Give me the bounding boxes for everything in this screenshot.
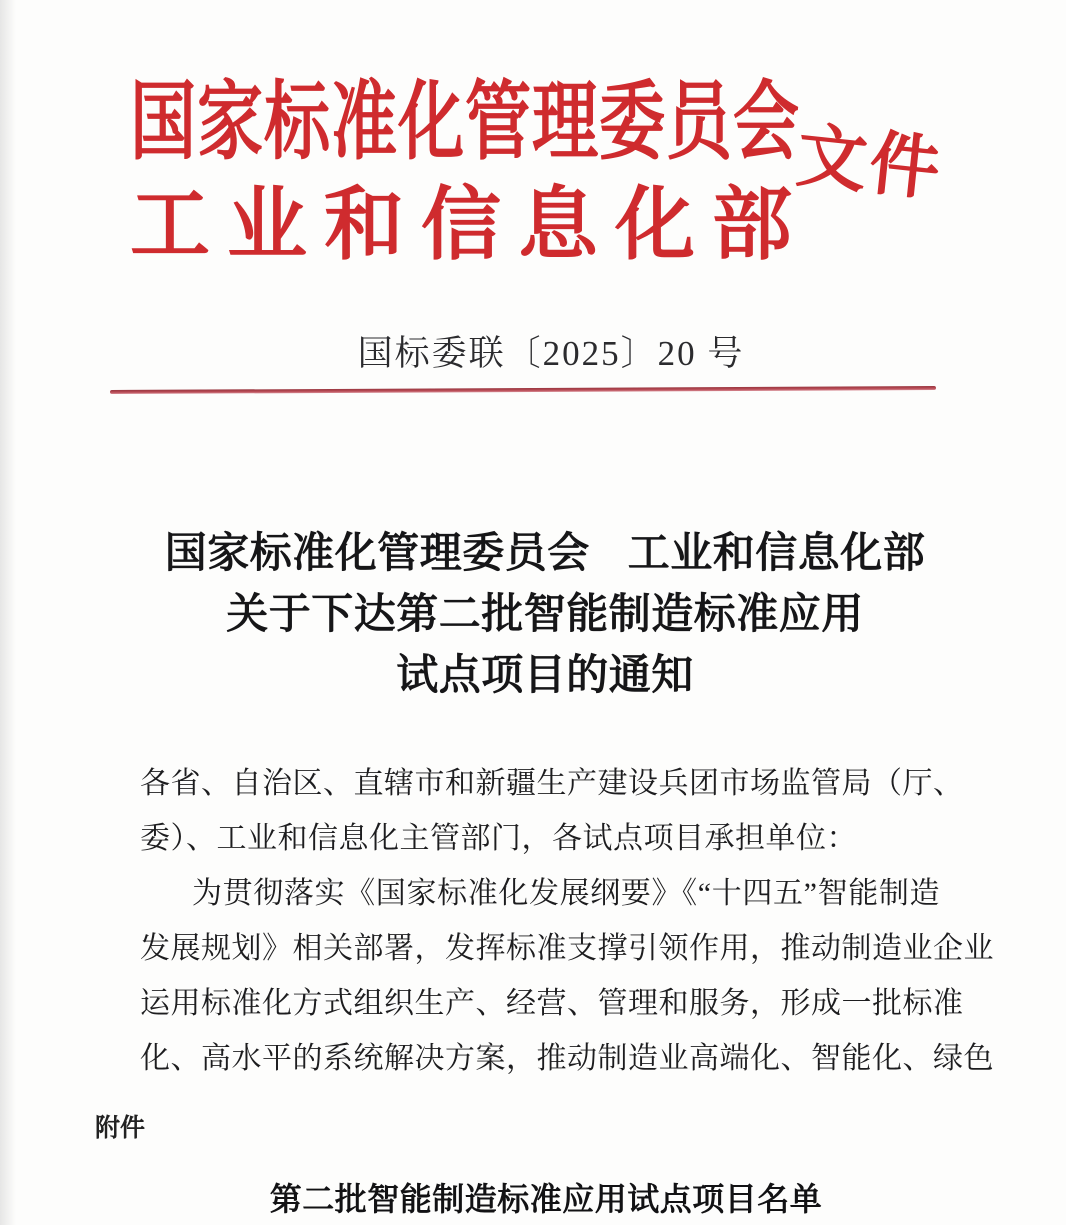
document-title-agency-2: 工业和信息化部 [627, 531, 926, 577]
body-line: 化、高水平的系统解决方案，推动制造业高端化、智能化、绿色 [140, 1042, 994, 1075]
red-divider-line [110, 386, 936, 394]
attachment-list-title: 第二批智能制造标准应用试点项目名单 [269, 1181, 823, 1217]
document-reference-number: 国标委联〔2025〕20 号 [357, 334, 745, 373]
document-title-agency-1: 国家标准化管理委员会 [164, 531, 590, 577]
document-title [12, 524, 1066, 707]
body-line: 发展规划》相关部署，发挥标准支撑引领作用，推动制造业企业 [140, 932, 994, 965]
document-title-line3: 试点项目的通知 [396, 653, 694, 699]
body-line: 委）、工业和信息化主管部门，各试点项目承担单位： [140, 822, 857, 855]
document-title-line2: 关于下达第二批智能制造标准应用 [226, 592, 864, 638]
body-line: 为贯彻落实《国家标准化发展纲要》《“十四五”智能制造 [192, 877, 940, 910]
document-body [140, 756, 994, 1086]
letterhead-document-word: 文件 [793, 118, 947, 211]
document-title-line1 [12, 524, 1066, 585]
body-line: 各省、自治区、直辖市和新疆生产建设兵团市场监管局（厅、 [140, 767, 964, 800]
letterhead-org-line2: 工业和信息化部 [130, 182, 809, 270]
letterhead-org-line1: 国家标准化管理委员会 [130, 74, 800, 170]
attachment-label: 附件 [95, 1114, 146, 1142]
body-line: 运用标准化方式组织生产、经营、管理和服务，形成一批标准 [140, 987, 964, 1020]
